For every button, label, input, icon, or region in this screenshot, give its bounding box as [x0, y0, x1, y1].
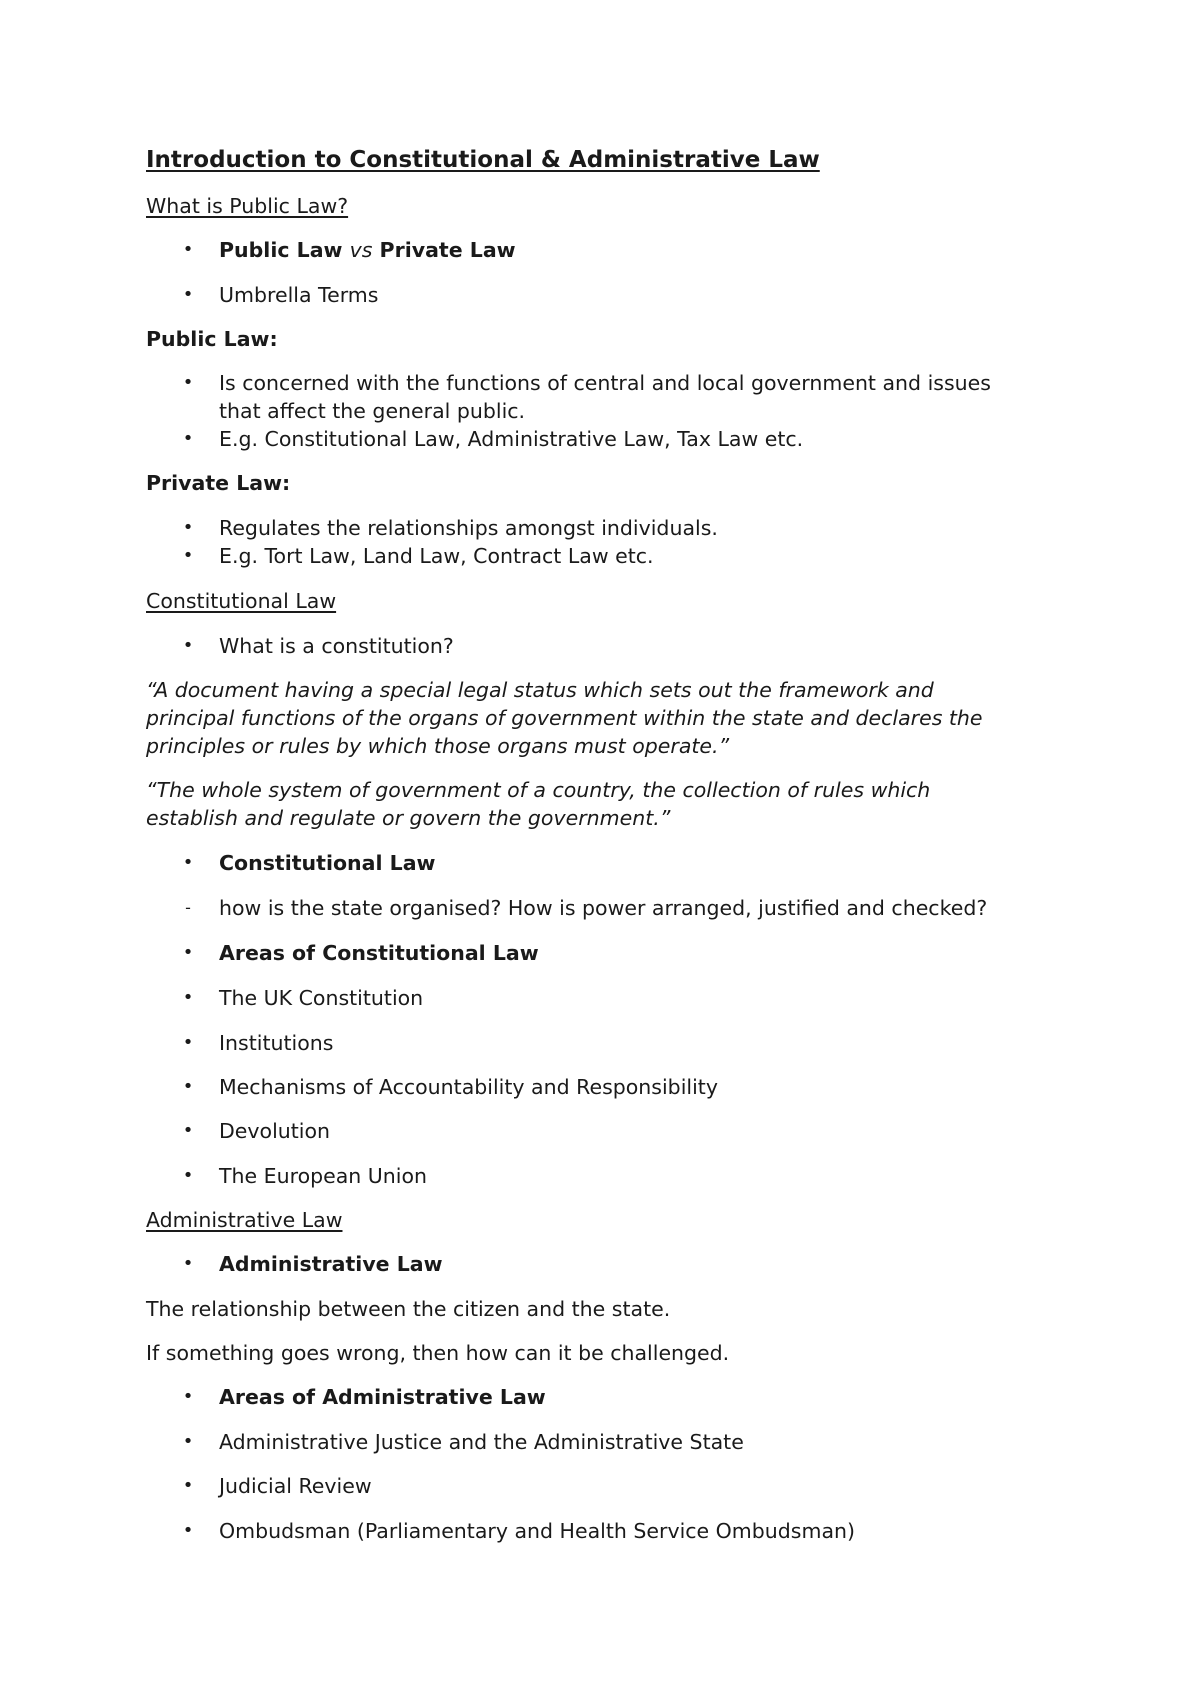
bullet: •: [182, 1475, 194, 1496]
vs-label: vs: [349, 238, 373, 262]
list-item-mechanisms: Mechanisms of Accountability and Responsibility: [219, 1075, 718, 1099]
list-item-public-vs-private: [219, 236, 516, 264]
section-heading-what-is-public-law: What is Public Law?: [146, 194, 349, 218]
bullet: •: [182, 545, 194, 566]
dash-marker: -: [185, 898, 191, 917]
private-law-label: Private Law: [372, 238, 516, 262]
document-title: Introduction to Constitutional & Administrative Law: [146, 147, 820, 173]
list-item-administrative-justice: Administrative Justice and the Administrative State: [219, 1430, 744, 1454]
list-item-administrative-law: Administrative Law: [219, 1252, 443, 1276]
public-law-label: Public Law: [219, 238, 350, 262]
administrative-law-paragraph-2: If something goes wrong, then how can it be challenged.: [146, 1341, 730, 1365]
quote-2-line1: “The whole system of government of a country, the collection of rules which: [146, 778, 931, 802]
list-item-public-law-examples: E.g. Constitutional Law, Administrative Law, Tax Law etc.: [219, 427, 804, 451]
list-item-public-law-definition-line2: that affect the general public.: [219, 399, 526, 423]
bullet: •: [182, 987, 194, 1008]
list-item-private-law-definition: Regulates the relationships amongst individuals.: [219, 516, 718, 540]
list-item-areas-constitutional-law: Areas of Constitutional Law: [219, 941, 539, 965]
bullet: •: [182, 517, 194, 538]
section-heading-private-law: Private Law:: [146, 471, 291, 495]
bullet: •: [182, 1520, 194, 1541]
list-item-european-union: The European Union: [219, 1164, 428, 1188]
bullet: •: [182, 1032, 194, 1053]
section-heading-constitutional-law: Constitutional Law: [146, 589, 337, 613]
bullet: •: [182, 852, 194, 873]
administrative-law-paragraph-1: The relationship between the citizen and the state.: [146, 1297, 671, 1321]
bullet: •: [182, 942, 194, 963]
quote-1-line3: principles or rules by which those organs must operate.”: [146, 734, 730, 758]
bullet: •: [182, 1386, 194, 1407]
constitutional-law-detail: how is the state organised? How is power arranged, justified and checked?: [219, 896, 988, 920]
bullet: •: [182, 1165, 194, 1186]
list-item-umbrella-terms: Umbrella Terms: [219, 283, 379, 307]
list-item-uk-constitution: The UK Constitution: [219, 986, 424, 1010]
bullet: •: [182, 1120, 194, 1141]
bullet: •: [182, 428, 194, 449]
list-item-institutions: Institutions: [219, 1031, 334, 1055]
list-item-judicial-review: Judicial Review: [219, 1474, 372, 1498]
bullet: •: [182, 284, 194, 305]
section-heading-public-law: Public Law:: [146, 327, 278, 351]
bullet: •: [182, 239, 194, 260]
list-item-private-law-examples: E.g. Tort Law, Land Law, Contract Law etc.: [219, 544, 654, 568]
list-item-devolution: Devolution: [219, 1119, 331, 1143]
list-item-areas-administrative-law: Areas of Administrative Law: [219, 1385, 546, 1409]
list-item-constitutional-law: Constitutional Law: [219, 851, 436, 875]
bullet: •: [182, 1253, 194, 1274]
list-item-ombudsman: Ombudsman (Parliamentary and Health Service Ombudsman): [219, 1519, 856, 1543]
bullet: •: [182, 635, 194, 656]
section-heading-administrative-law: Administrative Law: [146, 1208, 343, 1232]
list-item-what-is-constitution: What is a constitution?: [219, 634, 454, 658]
bullet: •: [182, 1431, 194, 1452]
list-item-public-law-definition-line1: Is concerned with the functions of central and local government and issues: [219, 371, 991, 395]
quote-1-line2: principal functions of the organs of government within the state and declares the: [146, 706, 983, 730]
bullet: •: [182, 372, 194, 393]
bullet: •: [182, 1076, 194, 1097]
quote-1-line1: “A document having a special legal status which sets out the framework and: [146, 678, 934, 702]
quote-2-line2: establish and regulate or govern the government.”: [146, 806, 671, 830]
